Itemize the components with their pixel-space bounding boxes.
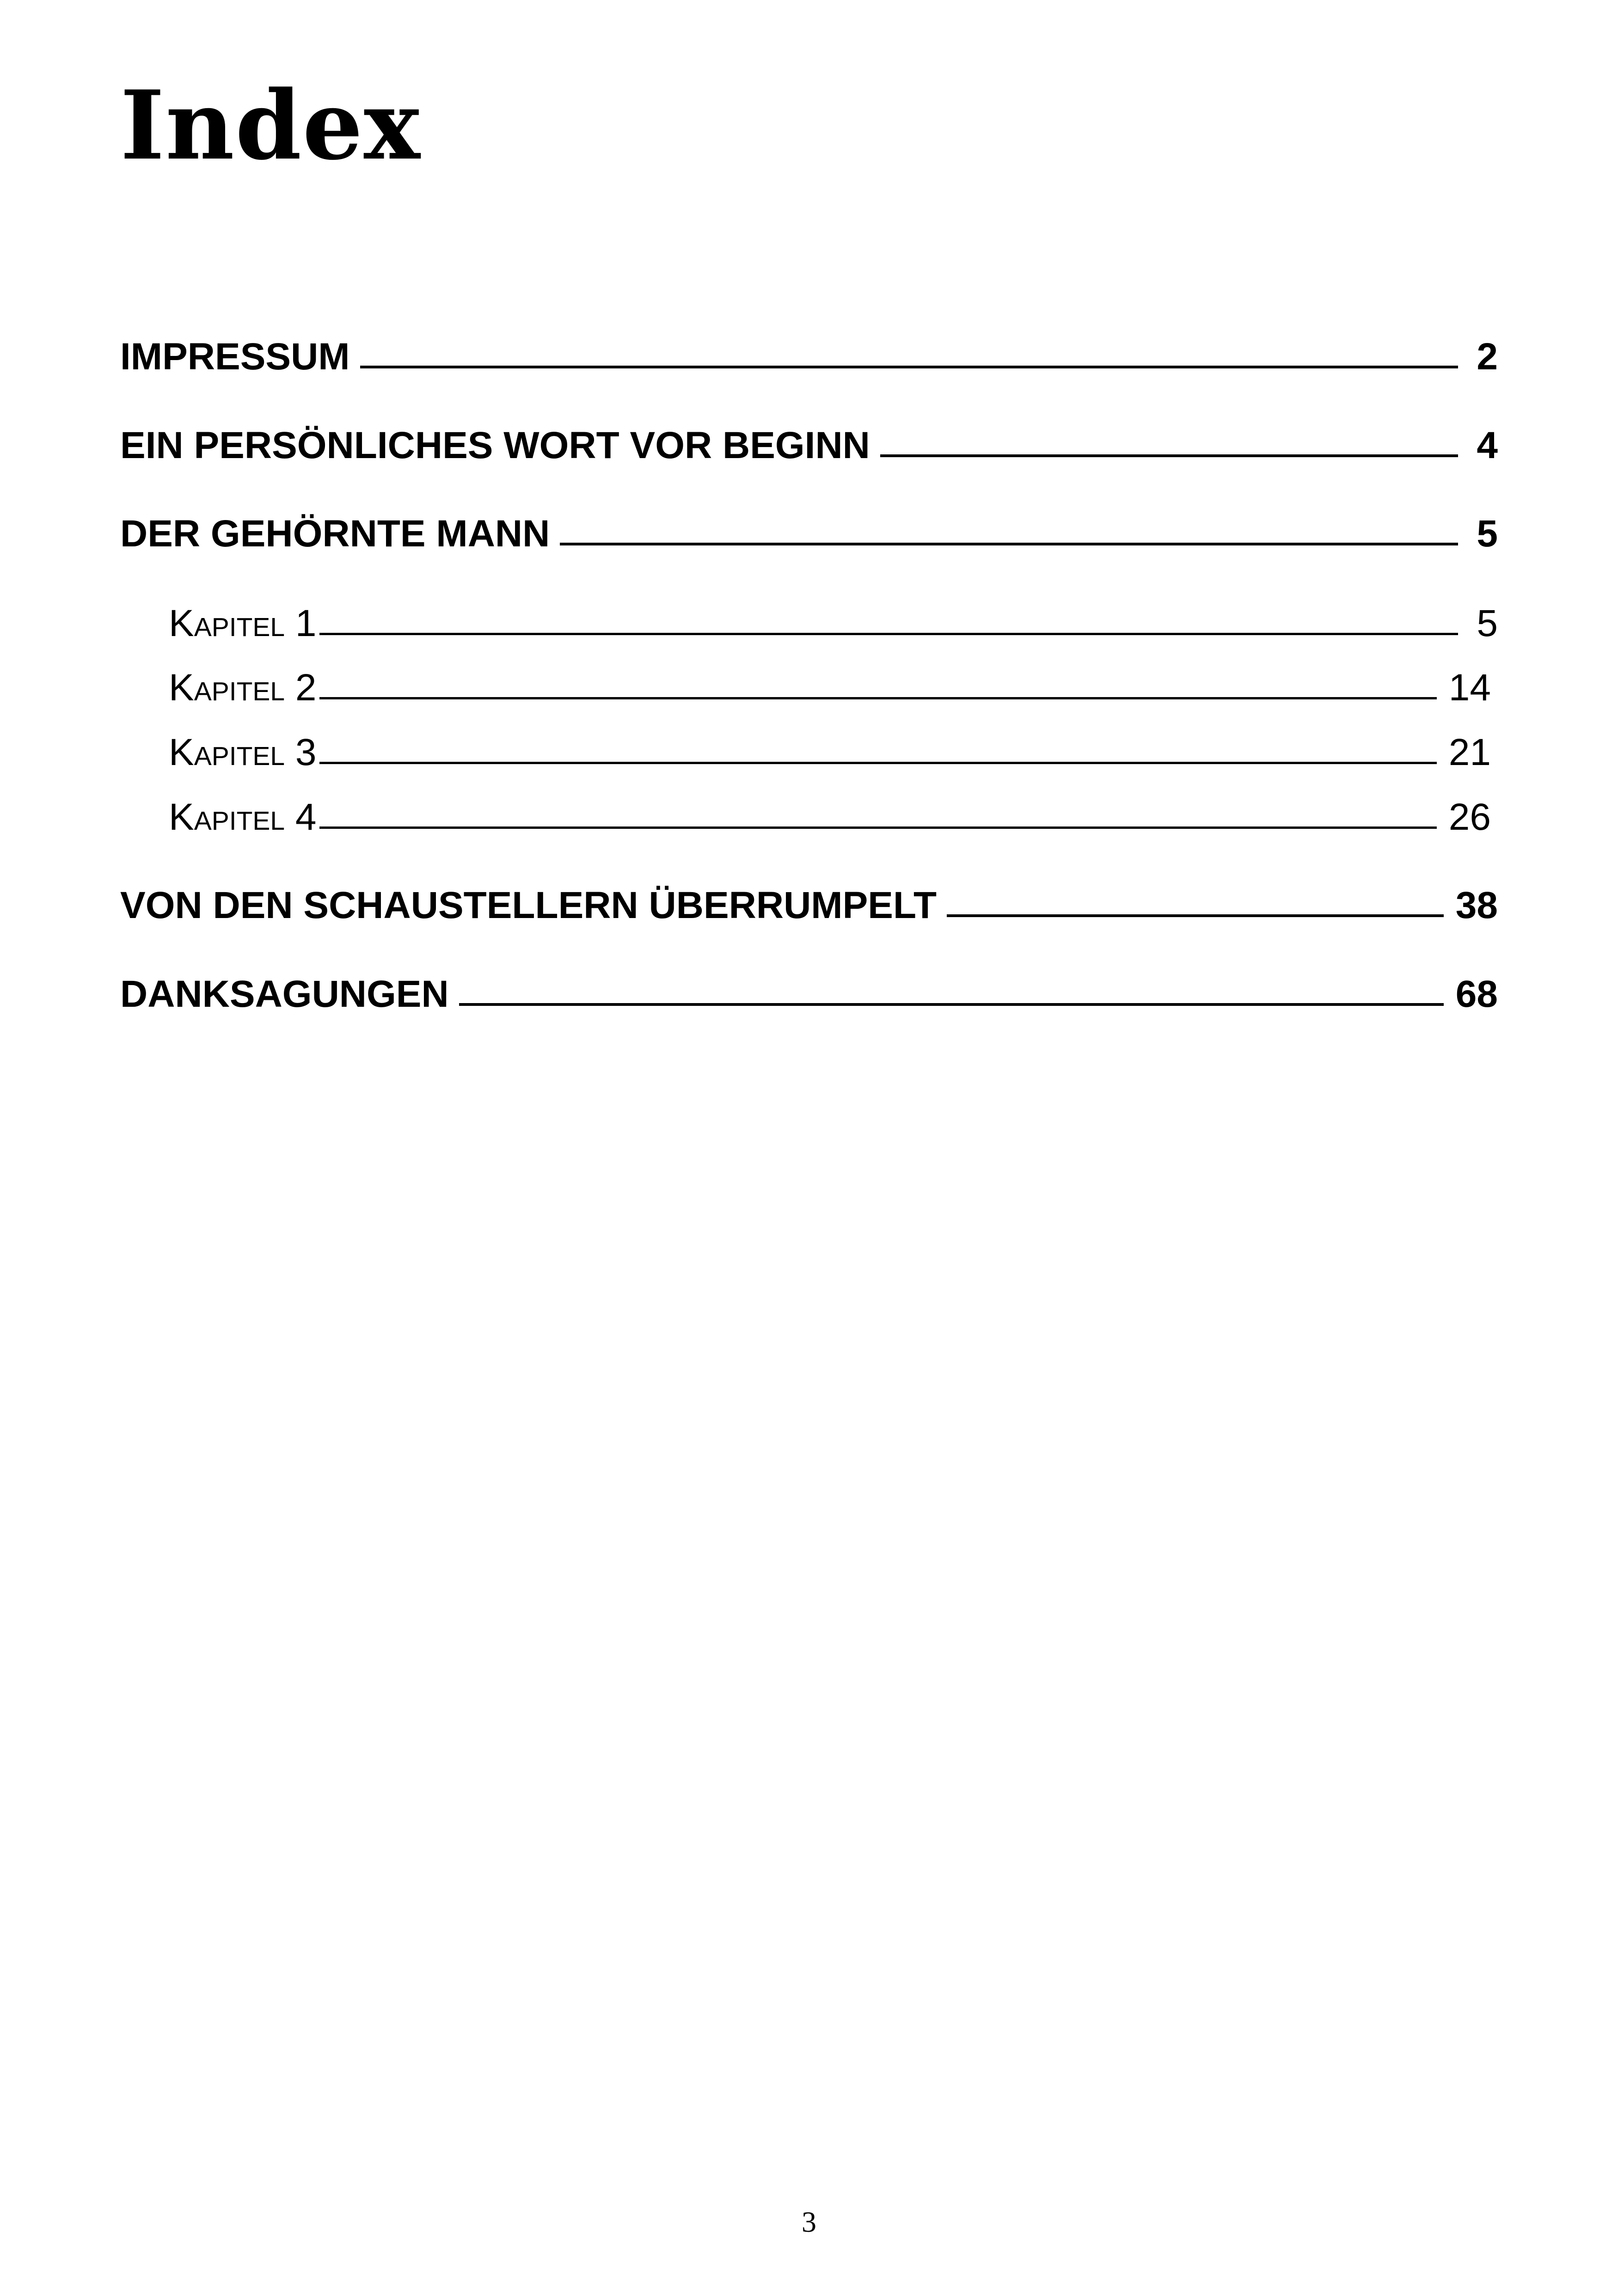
toc-entry-schausteller[interactable] — [120, 884, 1498, 927]
toc-leader-line — [880, 454, 1458, 457]
toc-entry-label: DANKSAGUNGEN — [120, 973, 449, 1015]
toc-entry-page: 21 — [1448, 731, 1491, 773]
toc-entry-danksagungen[interactable] — [120, 973, 1498, 1016]
toc-entry-label: Kapitel 2 — [169, 667, 317, 709]
toc-leader-line — [560, 543, 1458, 545]
toc-entry-label: EIN PERSÖNLICHES WORT VOR BEGINN — [120, 424, 870, 466]
toc-entry-page: 26 — [1448, 796, 1491, 838]
toc-entry-impressum[interactable] — [120, 335, 1498, 379]
toc-entry-kapitel-4[interactable] — [169, 796, 1491, 839]
toc-leader-line — [459, 1003, 1444, 1006]
page-title: Index — [120, 70, 421, 181]
toc-leader-line — [360, 366, 1458, 368]
toc-leader-line — [319, 697, 1437, 699]
toc-entry-kapitel-1[interactable] — [169, 602, 1498, 645]
toc-leader-line — [319, 633, 1459, 635]
toc-entry-page: 68 — [1455, 973, 1498, 1015]
toc-leader-line — [319, 762, 1437, 764]
toc-leader-line — [947, 914, 1444, 917]
toc-entry-label: Kapitel 4 — [169, 796, 317, 838]
toc-entry-label: IMPRESSUM — [120, 336, 350, 378]
toc-entry-page: 4 — [1477, 424, 1498, 466]
toc-entry-label: Kapitel 3 — [169, 731, 317, 773]
toc-entry-der-gehoernte-mann[interactable] — [120, 512, 1498, 556]
toc-entry-page: 38 — [1455, 884, 1498, 926]
toc-entry-page: 5 — [1477, 513, 1498, 555]
page-number: 3 — [802, 2205, 816, 2238]
toc-entry-label: VON DEN SCHAUSTELLERN ÜBERRUMPELT — [120, 884, 937, 926]
toc-entry-kapitel-3[interactable] — [169, 731, 1491, 774]
toc-entry-page: 2 — [1477, 336, 1498, 378]
toc-entry-kapitel-2[interactable] — [169, 666, 1491, 710]
toc-leader-line — [319, 827, 1437, 829]
toc-entry-page: 5 — [1477, 602, 1498, 644]
toc-entry-label: DER GEHÖRNTE MANN — [120, 513, 550, 555]
toc-entry-label: Kapitel 1 — [169, 602, 317, 644]
toc-entry-persoenliches-wort[interactable] — [120, 424, 1498, 467]
toc-entry-page: 14 — [1448, 667, 1491, 709]
